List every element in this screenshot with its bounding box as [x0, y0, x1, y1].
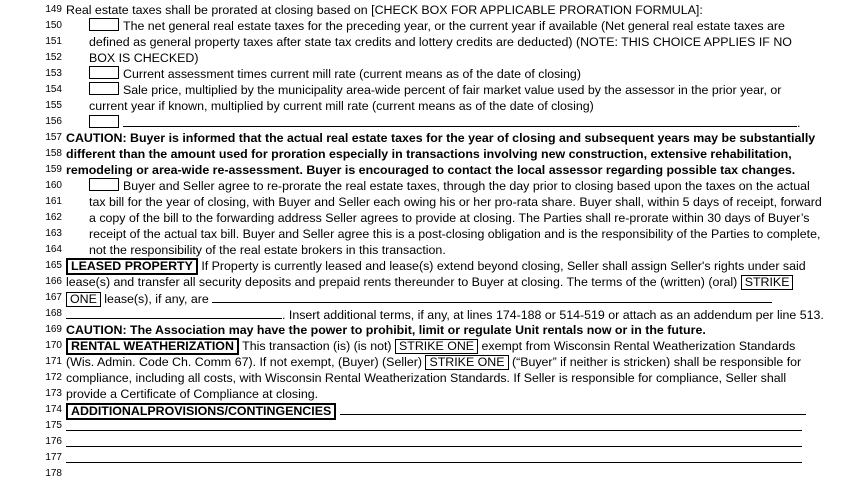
additional-provisions-field[interactable]: [340, 402, 806, 415]
doc-line: [0, 114, 850, 130]
line-text: (“Buyer” if neither is stricken) shall be responsible for: [508, 355, 802, 369]
line-number: 163: [45, 228, 62, 239]
line-number: 161: [45, 196, 62, 207]
doc-line: [0, 98, 850, 114]
line-number: 159: [45, 164, 62, 175]
doc-line: [0, 290, 850, 306]
doc-line: [0, 82, 850, 98]
line-text: The net general real estate taxes for the preceding year, or the current year if available (Net general real estate taxes are: [123, 19, 785, 33]
line-text: lease(s) and transfer all security deposits and prepaid rents thereunder to Buyer at closing. The terms of the (written) (oral): [66, 275, 738, 289]
line-text: (Wis. Admin. Code Ch. Comm 67). If not exempt, (Buyer) (Seller): [66, 355, 422, 369]
caution-text: CAUTION: Buyer is informed that the actual real estate taxes for the year of closing and subsequent years may be substantially: [66, 131, 816, 145]
strike-one-box: ONE: [66, 292, 101, 307]
doc-line: [0, 18, 850, 34]
doc-line: [0, 226, 850, 242]
line-number: 150: [45, 20, 62, 31]
line-number: 169: [45, 324, 62, 335]
line-number: 153: [45, 68, 62, 79]
line-number: 151: [45, 36, 62, 47]
line-number: 174: [45, 404, 62, 415]
line-text: This transaction (is) (is not): [238, 339, 392, 353]
line-text: tax bill for the year of closing, with Buyer and Seller each owing his or her pro-rata share. Buyer shall, within 5 days of receipt, forward: [89, 195, 822, 209]
line-text: lease(s), if any, are: [100, 292, 209, 306]
line-text: If Property is currently leased and lease(s) extend beyond closing, Seller shall assign Seller's rights under said: [197, 259, 806, 273]
doc-line: [0, 354, 850, 370]
line-text: a copy of the bill to the forwarding address Seller agrees to provide at closing. The Parties shall re-prorate within 30 days of Buyer’s: [89, 211, 810, 225]
doc-line: [0, 274, 850, 290]
checkbox-reprorate[interactable]: [89, 178, 119, 191]
line-text: . Insert additional terms, if any, at lines 174-188 or 514-519 or attach as an addendum per line 513.: [282, 308, 824, 322]
line-text: Real estate taxes shall be prorated at closing based on [CHECK BOX FOR APPLICABLE PRORATION FORMULA]:: [66, 3, 703, 17]
doc-line: [0, 466, 850, 482]
line-number: 166: [45, 276, 62, 287]
checkbox-current-assessment[interactable]: [89, 66, 119, 79]
line-number: 157: [45, 132, 62, 143]
line-number: 171: [45, 356, 62, 367]
doc-line: [0, 50, 850, 66]
doc-line: [0, 386, 850, 402]
checkbox-net-taxes[interactable]: [89, 18, 119, 31]
line-number: 160: [45, 180, 62, 191]
doc-line: [0, 162, 850, 178]
doc-line: [0, 338, 850, 354]
doc-line: [0, 418, 850, 434]
line-text: receipt of the actual tax bill. Buyer and Seller agree this is a post-closing obligation and is the responsibility of the Parties to complete,: [89, 227, 821, 241]
checkbox-other-formula[interactable]: [89, 115, 119, 128]
line-number: 158: [45, 148, 62, 159]
line-text: BOX IS CHECKED): [89, 51, 199, 65]
line-number: 177: [45, 452, 62, 463]
line-number: 172: [45, 372, 62, 383]
doc-line: [0, 434, 850, 450]
line-number: 168: [45, 308, 62, 319]
doc-line: [0, 130, 850, 146]
caution-text: different than the amount used for proration especially in transactions involving new construction, extensive rehabilitation,: [66, 147, 792, 161]
doc-line: [0, 210, 850, 226]
strike-one-box: STRIKE: [741, 275, 794, 290]
additional-provisions-field[interactable]: [66, 450, 802, 463]
caution-text: remodeling or area-wide re-assessment. Buyer is encouraged to contact the local assessor regarding possible tax changes.: [66, 163, 796, 177]
doc-line: [0, 258, 850, 274]
doc-line: [0, 242, 850, 258]
line-text: not the responsibility of the real estate brokers in this transaction.: [89, 243, 446, 257]
doc-line: [0, 306, 850, 322]
line-text: current year if known, multiplied by current mill rate (current means as of the date of closing): [89, 99, 594, 113]
checkbox-sale-price[interactable]: [89, 82, 119, 95]
doc-line: [0, 322, 850, 338]
line-text: Current assessment times current mill rate (current means as of the date of closing): [123, 67, 581, 81]
section-heading-rental-weatherization: RENTAL WEATHERIZATION: [66, 338, 239, 355]
doc-line: [0, 402, 850, 418]
additional-provisions-field[interactable]: [66, 434, 802, 447]
line-number: 164: [45, 244, 62, 255]
line-number: 173: [45, 388, 62, 399]
section-heading-additional-provisions: ADDITIONALPROVISIONS/CONTINGENCIES: [66, 403, 336, 420]
line-text: provide a Certificate of Compliance at closing.: [66, 387, 319, 401]
doc-line: [0, 34, 850, 50]
line-text: exempt from Wisconsin Rental Weatherization Standards: [478, 339, 796, 353]
additional-provisions-field[interactable]: [66, 418, 802, 431]
line-text: compliance, including all costs, with Wisconsin Rental Weatherization Standards. If Seller is responsible for compliance, Seller shall: [66, 371, 787, 385]
line-text: .: [797, 116, 801, 130]
line-text: defined as general property taxes after state tax credits and lottery credits are deducted) (NOTE: THIS CHOICE APPLIES IF NO: [89, 35, 792, 49]
line-number: 152: [45, 52, 62, 63]
line-number: 156: [45, 116, 62, 127]
line-text: Sale price, multiplied by the municipality area-wide percent of fair market value used by the assessor in the prior year, or: [123, 83, 782, 97]
doc-line: [0, 178, 850, 194]
doc-line: [0, 370, 850, 386]
other-formula-field[interactable]: [123, 114, 797, 127]
lease-terms-field[interactable]: [212, 290, 772, 303]
doc-line: [0, 450, 850, 466]
line-number: 155: [45, 100, 62, 111]
line-number: 154: [45, 84, 62, 95]
doc-line: [0, 146, 850, 162]
line-number: 149: [45, 4, 62, 15]
line-number: 175: [45, 420, 62, 431]
line-number: 167: [45, 292, 62, 303]
line-number: 170: [45, 340, 62, 351]
line-text: Buyer and Seller agree to re-prorate the real estate taxes, through the day prior to closing based upon the taxes on the actual: [123, 179, 810, 193]
doc-line: [0, 2, 850, 18]
strike-one-box: STRIKE ONE: [395, 339, 478, 354]
lease-terms-field-continued[interactable]: [66, 306, 282, 319]
line-number: 165: [45, 260, 62, 271]
strike-one-box: STRIKE ONE: [425, 355, 508, 370]
line-number: 162: [45, 212, 62, 223]
line-number: 176: [45, 436, 62, 447]
doc-line: [0, 66, 850, 82]
section-heading-leased-property: LEASED PROPERTY: [66, 258, 198, 275]
line-number: 178: [45, 468, 62, 479]
doc-line: [0, 194, 850, 210]
caution-text: CAUTION: The Association may have the power to prohibit, limit or regulate Unit rentals now or in the future.: [66, 323, 706, 337]
